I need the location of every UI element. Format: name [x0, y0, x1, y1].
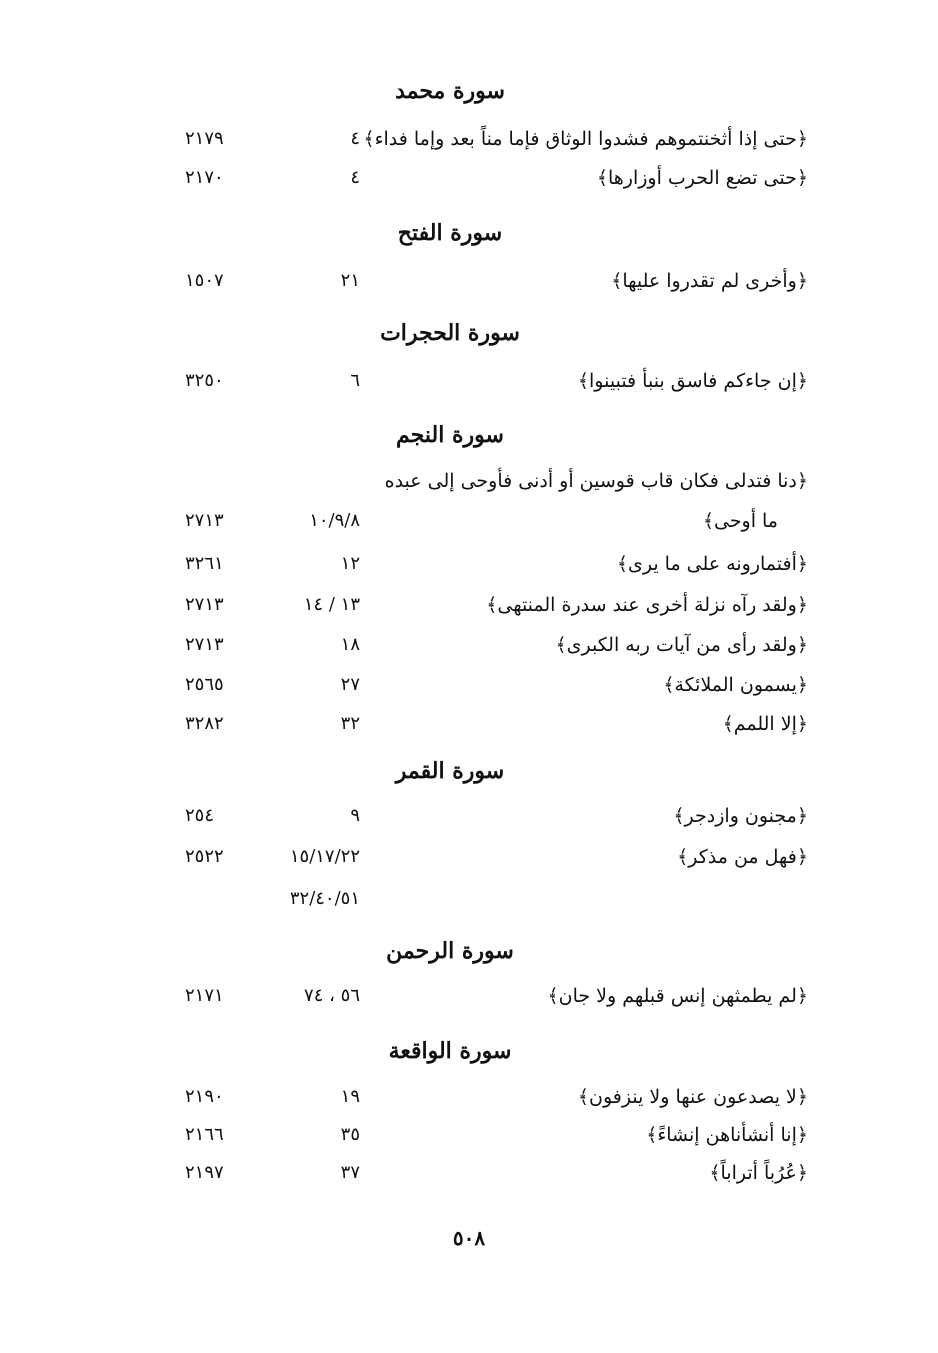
hadith-number: ٣٢٦١ — [185, 553, 224, 574]
surah-heading-al-waqia: سورة الواقعة — [388, 1038, 512, 1064]
index-row — [0, 1086, 938, 1120]
index-row — [0, 1162, 938, 1196]
ayah-number: ٢١ — [340, 270, 360, 291]
page-number: ٥٠٨ — [452, 1226, 486, 1250]
ayah-number: ٤ — [350, 128, 360, 149]
ayah-number: ٣٥ — [340, 1124, 360, 1145]
verse-text: ﴿لم يطمثهن إنس قبلهم ولا جان﴾ — [547, 985, 808, 1007]
verse-text: ﴿لا يصدعون عنها ولا ينزفون﴾ — [577, 1086, 808, 1108]
hadith-number: ٢١٩٠ — [185, 1086, 224, 1107]
index-row — [0, 713, 938, 747]
hadith-number: ٢٧١٣ — [185, 594, 224, 615]
hadith-number: ٢١٧١ — [185, 985, 224, 1006]
index-row — [0, 985, 938, 1019]
verse-text: ﴿إلا اللمم﴾ — [722, 713, 808, 735]
verse-text: ﴿مجنون وازدجر﴾ — [673, 805, 808, 827]
ayah-number: ٩ — [350, 805, 360, 826]
hadith-number: ١٥٠٧ — [185, 270, 224, 291]
ayah-number: ٣٧ — [340, 1162, 360, 1183]
verse-text: ﴿إن جاءكم فاسق بنبأ فتبينوا﴾ — [577, 370, 808, 392]
ayah-number: ١٢ — [340, 553, 360, 574]
verse-text: ﴿ولقد رأى من آيات ربه الكبرى﴾ — [555, 634, 808, 656]
index-row — [0, 370, 938, 404]
verse-text: ﴿حتى إذا أثخنتموهم فشدوا الوثاق فإما مناً بعد وإما فداء﴾ — [363, 128, 808, 150]
surah-heading-al-qamar: سورة القمر — [395, 758, 505, 784]
hadith-number: ٢٥٦٥ — [185, 674, 224, 695]
index-row — [0, 594, 938, 628]
index-row — [0, 270, 938, 304]
ayah-number: ٤ — [350, 167, 360, 188]
hadith-number: ٣٢٥٠ — [185, 370, 224, 391]
surah-heading-muhammad: سورة محمد — [395, 78, 505, 104]
ayah-number: ١٩ — [340, 1086, 360, 1107]
hadith-number: ٢١٦٦ — [185, 1124, 224, 1145]
ayah-number: ٢٧ — [340, 674, 360, 695]
index-row — [0, 553, 938, 587]
ayah-number: ٣٢ — [340, 713, 360, 734]
index-row — [0, 510, 938, 544]
hadith-number: ٢٥٢٢ — [185, 846, 224, 867]
hadith-number: ٢١٩٧ — [185, 1162, 224, 1183]
surah-heading-al-hujurat: سورة الحجرات — [380, 320, 520, 346]
index-row — [0, 634, 938, 668]
hadith-number: ٢١٧٩ — [185, 128, 224, 149]
ayah-number: ١٠/٩/٨ — [309, 510, 360, 531]
hadith-number: ٢٧١٣ — [185, 510, 224, 531]
verse-text: ﴿حتى تضع الحرب أوزارها﴾ — [596, 167, 808, 189]
verse-text: ما أوحى﴾ — [702, 510, 778, 532]
index-row — [0, 167, 938, 201]
ayah-number: ١٣ / ١٤ — [303, 594, 360, 615]
verse-text: ﴿إنا أنشأناهن إنشاءً﴾ — [646, 1124, 808, 1146]
ayah-number: ١٥/١٧/٢٢ — [289, 846, 360, 867]
index-row — [0, 1124, 938, 1158]
index-row — [0, 128, 938, 162]
index-row — [0, 805, 938, 839]
index-row — [0, 888, 938, 922]
verse-text: ﴿ولقد رآه نزلة أخرى عند سدرة المنتهى﴾ — [486, 594, 808, 616]
verse-text: ﴿دنا فتدلى فكان قاب قوسين أو أدنى فأوحى إلى عبده — [384, 470, 808, 492]
ayah-number: ٦ — [350, 370, 360, 391]
index-row — [0, 846, 938, 880]
hadith-number: ٢١٧٠ — [185, 167, 224, 188]
surah-heading-al-fath: سورة الفتح — [397, 220, 503, 246]
verse-text: ﴿يسمون الملائكة﴾ — [663, 674, 808, 696]
index-row — [0, 674, 938, 708]
verse-text: ﴿فهل من مذكر﴾ — [677, 846, 808, 868]
verse-text: ﴿وأخرى لم تقدروا عليها﴾ — [611, 270, 808, 292]
ayah-number: ١٨ — [340, 634, 360, 655]
verse-text: ﴿أفتمارونه على ما يرى﴾ — [616, 553, 808, 575]
surah-heading-ar-rahman: سورة الرحمن — [386, 938, 514, 964]
verse-text: ﴿عُرُباً أتراباً﴾ — [709, 1162, 808, 1184]
ayah-number: ٣٢/٤٠/٥١ — [289, 888, 360, 909]
index-row — [0, 470, 938, 504]
hadith-number: ٣٢٨٢ — [185, 713, 224, 734]
hadith-number: ٢٥٤ — [185, 805, 215, 826]
hadith-number: ٢٧١٣ — [185, 634, 224, 655]
ayah-number: ٥٦ ، ٧٤ — [304, 985, 360, 1006]
surah-heading-an-najm: سورة النجم — [396, 422, 504, 448]
